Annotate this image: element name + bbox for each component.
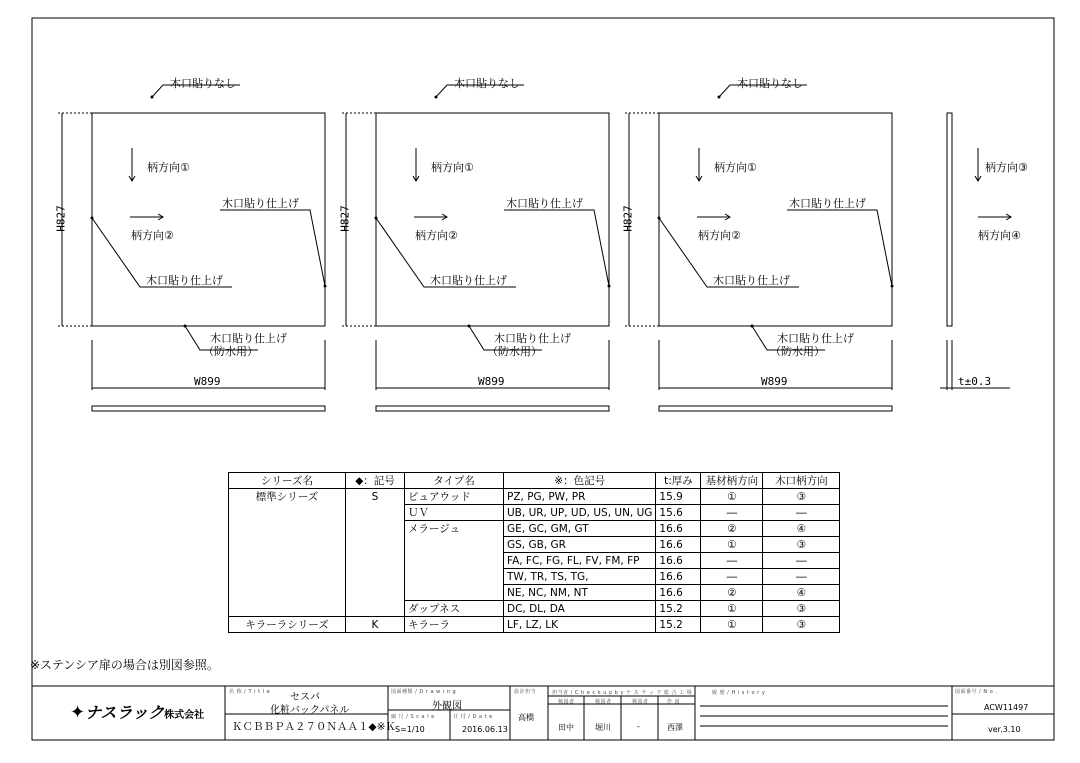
symbol-cell [346,505,405,521]
symbol-cell [346,521,405,537]
symbol-cell: K [346,617,405,633]
type-cell [405,569,504,585]
thickness-cell: 16.6 [656,537,701,553]
thickness-cell: 16.6 [656,585,701,601]
designer-label: 設計担当 [514,689,537,695]
color-code-cell: TW, TR, TS, TG, [504,569,656,585]
grain-direction-2-label: 柄方向② [698,229,741,242]
table-row [229,537,840,553]
table-header: 基材柄方向 [701,473,763,489]
edge-grain-cell: ③ [763,601,840,617]
color-code-cell: DC, DL, DA [504,601,656,617]
grain-direction-2-label: 柄方向② [415,229,458,242]
panel-2-outline [376,113,609,326]
thickness-cell: 15.9 [656,489,701,505]
type-cell: ダップネス [405,601,504,617]
series-cell [229,601,346,617]
author-label: 作 図 [667,699,681,705]
table-row [229,521,840,537]
series-cell [229,569,346,585]
edge-grain-cell: ③ [763,537,840,553]
history-label: 履 歴 / H i s t o r y [712,690,766,696]
base-grain-cell: ② [701,585,763,601]
table-header: シリーズ名 [229,473,346,489]
color-code-cell: LF, LZ, LK [504,617,656,633]
edge-grain-cell: ― [763,569,840,585]
drawing-number-label: 図面番号 / N o . [955,689,998,695]
approver-2-label: 検図者 [595,699,612,705]
approver-1-name: 田中 [558,723,574,732]
color-code-cell: NE, NC, NM, NT [504,585,656,601]
side-view-outline [947,113,952,326]
symbol-cell [346,537,405,553]
height-dimension: H827 [54,205,68,232]
check-label: 担当者 / C h e c k u p b y ナ ス ラ ッ ク 総 合 工 場 [552,690,693,696]
type-cell: メラージュ [405,521,504,537]
base-grain-cell: ① [701,489,763,505]
base-grain-cell: ― [701,553,763,569]
type-cell [405,553,504,569]
series-cell: 標準シリーズ [229,489,346,505]
type-cell [405,585,504,601]
color-code-cell: GE, GC, GM, GT [504,521,656,537]
width-dimension: W899 [761,375,788,388]
table-row [229,569,840,585]
symbol-cell [346,553,405,569]
series-cell [229,521,346,537]
thickness-cell: 15.2 [656,601,701,617]
edge-bottom-label: 木口貼り仕上げ [210,332,287,345]
scale-value: S=1/10 [395,725,425,734]
approver-3-name: - [637,722,640,731]
table-row [229,505,840,521]
base-grain-cell: ② [701,521,763,537]
grain-direction-2-label: 柄方向② [131,229,174,242]
table-row [229,489,840,505]
base-grain-cell: ― [701,569,763,585]
version-number: ver.3.10 [988,725,1021,734]
company-logo: ✦ナスラック株式会社 [70,702,205,723]
edge-grain-cell: ④ [763,585,840,601]
series-cell [229,585,346,601]
series-cell [229,505,346,521]
edge-bottom-waterproof-label: （防水用） [487,345,542,358]
color-code-cell: PZ, PG, PW, PR [504,489,656,505]
drawing-number: ACW11497 [984,703,1029,712]
base-grain-cell: ① [701,537,763,553]
spec-table [228,472,840,633]
table-header: 木口柄方向 [763,473,840,489]
date-label: 日 付 / D a t e [453,714,493,720]
model-number: ＫＣＢＢＰＡ２７０ＮＡＡ１◆※Ｋ [232,721,396,733]
stencia-note: ※ステンシア扉の場合は別図参照。 [30,658,219,672]
height-dimension: H827 [621,205,635,232]
table-header: t:厚み [656,473,701,489]
edge-grain-cell: ― [763,553,840,569]
edge-top-label: 木口貼りなし [454,77,520,90]
table-header-row [229,473,840,489]
edge-grain-cell: ③ [763,489,840,505]
table-header: ※：色記号 [504,473,656,489]
edge-bottom-label: 木口貼り仕上げ [494,332,571,345]
grain-direction-1-label: 柄方向① [714,161,757,174]
grain-direction-4-label: 柄方向④ [978,229,1021,242]
width-dimension: W899 [194,375,221,388]
edge-right-label: 木口貼り仕上げ [789,197,866,210]
table-header: ◆：記号 [346,473,405,489]
panel-3-outline [659,113,892,326]
thickness-cell: 16.6 [656,521,701,537]
symbol-cell [346,569,405,585]
company-suffix: 株式会社 [164,710,205,721]
edge-grain-cell: ④ [763,521,840,537]
scale-label: 縮 尺 / S c a l e [391,714,435,720]
height-dimension: H827 [338,205,352,232]
approver-1-label: 検図者 [558,699,575,705]
table-row [229,585,840,601]
table-header: タイプ名 [405,473,504,489]
drawing-type: 外観図 [432,701,462,712]
symbol-cell [346,585,405,601]
table-row [229,601,840,617]
edge-top-label: 木口貼りなし [737,77,803,90]
edge-bottom-waterproof-label: （防水用） [203,345,258,358]
thickness-cell: 16.6 [656,569,701,585]
product-series: セスパ [290,692,320,703]
edge-left-label: 木口貼り仕上げ [430,274,507,287]
panel-1-outline [92,113,325,326]
series-cell [229,553,346,569]
date-value: 2016.06.13 [462,725,508,734]
series-cell: キラーラシリーズ [229,617,346,633]
thickness-cell: 15.2 [656,617,701,633]
color-code-cell: FA, FC, FG, FL, FV, FM, FP [504,553,656,569]
base-grain-cell: ① [701,601,763,617]
table-row [229,553,840,569]
designer-name: 高橋 [518,713,534,722]
color-code-cell: UB, UR, UP, UD, US, UN, UG [504,505,656,521]
approver-2-name: 堀川 [595,723,611,732]
series-cell [229,537,346,553]
thickness-dimension: t±0.3 [958,375,992,388]
drawing-type-label: 図面種類 / D r a w i n g [391,689,457,695]
thickness-cell: 15.6 [656,505,701,521]
grain-direction-1-label: 柄方向① [431,161,474,174]
grain-direction-3-label: 柄方向③ [985,161,1028,174]
color-code-cell: GS, GB, GR [504,537,656,553]
company-name: ナスラック [85,703,165,722]
symbol-cell [346,601,405,617]
edge-grain-cell: ③ [763,617,840,633]
edge-right-label: 木口貼り仕上げ [506,197,583,210]
edge-top-label: 木口貼りなし [170,77,236,90]
title-label: 名 称 / T i t l e [229,689,271,695]
approver-3-label: 検図者 [632,699,649,705]
edge-grain-cell: ― [763,505,840,521]
table-row [229,617,840,633]
edge-left-label: 木口貼り仕上げ [713,274,790,287]
base-grain-cell: ① [701,617,763,633]
author-name: 西澤 [667,723,683,732]
base-grain-cell: ― [701,505,763,521]
type-cell: ＵＶ [405,505,504,521]
type-cell: ピュアウッド [405,489,504,505]
type-cell [405,537,504,553]
edge-bottom-label: 木口貼り仕上げ [777,332,854,345]
product-name: 化粧バックパネル [270,705,350,716]
edge-right-label: 木口貼り仕上げ [222,197,299,210]
grain-direction-1-label: 柄方向① [147,161,190,174]
edge-left-label: 木口貼り仕上げ [146,274,223,287]
thickness-cell: 16.6 [656,553,701,569]
type-cell: キラーラ [405,617,504,633]
symbol-cell: S [346,489,405,505]
width-dimension: W899 [478,375,505,388]
edge-bottom-waterproof-label: （防水用） [770,345,825,358]
